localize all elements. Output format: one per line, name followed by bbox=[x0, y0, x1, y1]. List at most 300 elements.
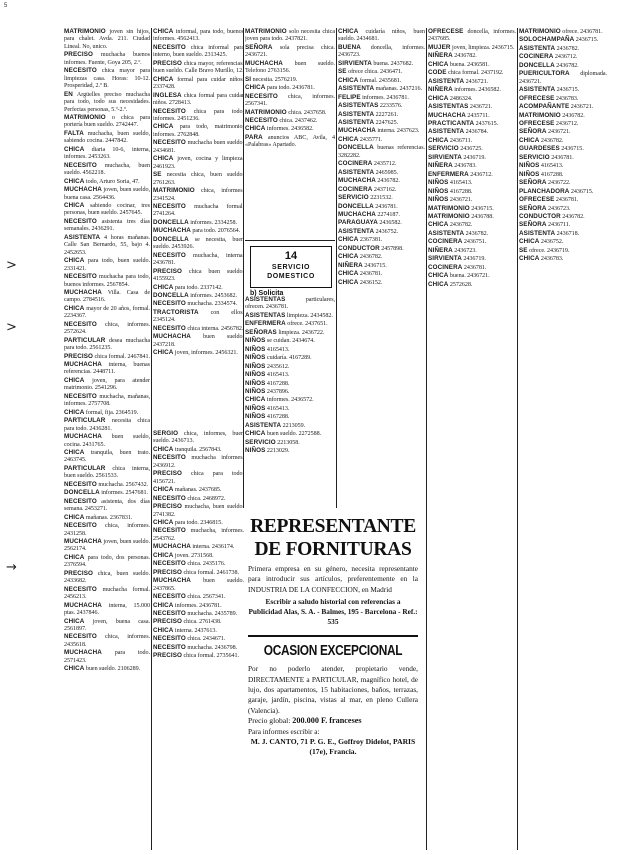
classified-ad bbox=[338, 279, 425, 287]
classified-ad-heading: ASISTENTAS bbox=[245, 296, 286, 303]
classified-ad-text: informes. 2547681. bbox=[99, 490, 148, 497]
classified-ad-text: 2437162. bbox=[372, 186, 397, 193]
classified-ad-heading: NECESITO bbox=[153, 107, 186, 115]
classified-ad bbox=[64, 305, 150, 321]
classified-ad bbox=[153, 309, 244, 325]
classified-ad-text: para todo. 2337142. bbox=[173, 284, 223, 291]
classified-ad-text: para todo. 2346815. bbox=[173, 519, 223, 526]
classified-ad-heading: CONDUCTOR bbox=[519, 212, 561, 220]
classified-ad-heading: PRECISO bbox=[153, 267, 183, 275]
classified-ad-heading: CHICA bbox=[428, 280, 449, 288]
classified-ad-text: joven, para atender matrimonio. 2541296. bbox=[64, 377, 150, 392]
classified-ad-text: doncella, informes. 2436723. bbox=[338, 44, 425, 59]
classified-ad bbox=[338, 270, 425, 278]
classified-ad-text: ofrece chica. 2436471. bbox=[346, 69, 403, 76]
classified-ad-heading: OFRECESE bbox=[519, 119, 555, 127]
classified-ad-heading: PARAGUAYA bbox=[338, 219, 378, 227]
classified-ad-heading: COCINERA bbox=[338, 185, 373, 193]
classified-ad bbox=[245, 320, 335, 328]
classified-ad-text: 2436782. bbox=[358, 254, 383, 261]
classified-ad-text: ofrece. 2437651. bbox=[285, 321, 328, 328]
classified-ad-heading: CHICA bbox=[153, 123, 174, 131]
classified-column-3-lower bbox=[245, 296, 335, 506]
classified-ad-text: 4167288. bbox=[265, 414, 290, 421]
classified-ad-heading: SERVICIO bbox=[428, 145, 459, 153]
classified-ad bbox=[519, 137, 607, 145]
classified-ad bbox=[245, 422, 335, 430]
classified-ad-text: 2436715. bbox=[559, 146, 584, 153]
classified-ad-heading: NECESITO bbox=[64, 633, 97, 641]
classified-ad bbox=[519, 205, 607, 213]
classified-ad-text: necesita chica, buen sueldo. 2761263. bbox=[153, 172, 244, 186]
classified-ad-heading: MATRIMONIO bbox=[428, 204, 470, 212]
classified-ad bbox=[245, 60, 335, 76]
classified-ad-text: 2436782. bbox=[452, 53, 477, 60]
classified-ad-text: buena. 2437682. bbox=[371, 60, 414, 67]
classified-ad bbox=[153, 123, 244, 139]
classified-ad-text: chica, buen sueldo. 2433682. bbox=[64, 570, 150, 585]
classified-ad bbox=[153, 92, 244, 108]
classified-ad-text: 2436711. bbox=[546, 222, 571, 229]
classified-ad bbox=[428, 61, 516, 69]
classified-ad bbox=[64, 114, 150, 130]
classified-ad-text: solo necesita chica joven para todo. 2437821. bbox=[245, 29, 335, 43]
classified-ad-text: 2436782. bbox=[464, 230, 489, 237]
classified-ad bbox=[519, 162, 607, 170]
classified-ad bbox=[245, 125, 335, 133]
classified-ad bbox=[428, 86, 516, 94]
classified-ad-heading: PRECISO bbox=[153, 59, 183, 67]
classified-ad-text: 2213058. bbox=[275, 439, 300, 446]
column-rule bbox=[426, 28, 427, 850]
classified-ad-heading: PRECISO bbox=[153, 568, 183, 576]
classified-ad-heading: CHICA bbox=[64, 513, 85, 521]
classified-ad-text: chica formal. 2437192. bbox=[446, 70, 504, 77]
classified-ad bbox=[428, 238, 516, 246]
classified-ad-text: 2436783. bbox=[539, 256, 564, 263]
classified-ad bbox=[153, 610, 244, 618]
classified-ad-heading: FALTA bbox=[64, 129, 84, 137]
classified-ad-text: buenas referencias. 3282282. bbox=[338, 145, 425, 159]
classified-ad bbox=[245, 396, 335, 404]
classified-ad-text: chica informal para interno, buen sueldo. 2313425. bbox=[153, 44, 244, 59]
classified-ad bbox=[245, 388, 335, 396]
classified-ad-heading: MUCHACHA bbox=[153, 227, 191, 235]
classified-ad bbox=[519, 221, 607, 229]
classified-ad-text: 2436721. bbox=[546, 129, 571, 136]
classified-ad-heading: NECESITO bbox=[245, 92, 278, 100]
section-number: 14 bbox=[284, 250, 298, 262]
column-rule bbox=[517, 28, 518, 850]
classified-ad bbox=[338, 144, 425, 160]
classified-ad bbox=[153, 155, 244, 171]
classified-ad bbox=[428, 188, 516, 196]
classified-ad-heading: ASISTENTA bbox=[519, 44, 556, 52]
classified-ad-text: 2436723. bbox=[546, 205, 571, 212]
classified-ad-text: chica. 2434671. bbox=[185, 636, 226, 643]
classified-ad-heading: MUCHACHA bbox=[245, 59, 283, 67]
classified-ad-text: todo, Arturo Soria, 47. bbox=[84, 178, 140, 185]
classified-ad bbox=[338, 228, 425, 236]
classified-ad bbox=[64, 146, 150, 162]
classified-column-4 bbox=[338, 28, 425, 518]
classified-ad-text: mañanas. 2437216. bbox=[374, 86, 422, 93]
classified-ad-text: muchacha formal. 2456213. bbox=[64, 586, 150, 601]
classified-ad-heading: NECESITO bbox=[153, 454, 186, 462]
classified-ad bbox=[153, 602, 244, 610]
classified-ad-text: 2436725. bbox=[458, 146, 483, 153]
classified-column-5 bbox=[428, 28, 516, 850]
classified-ad-heading: ASISTENTA bbox=[338, 118, 375, 126]
classified-ad-text: Villa. Casa de campo. 2784516. bbox=[64, 289, 150, 304]
classified-ad-text: 2486324. bbox=[448, 95, 473, 102]
classified-ad-heading: NIÑERA bbox=[428, 162, 453, 170]
classified-ad-heading: CHICA bbox=[153, 283, 174, 291]
classified-ad-text: 2436752. bbox=[539, 239, 564, 246]
classified-ad-text: informes. 2436781. bbox=[360, 94, 409, 101]
classified-ad-text: 2457898. bbox=[379, 245, 404, 252]
classified-ad bbox=[153, 644, 244, 652]
classified-ad-heading: CHICA bbox=[64, 553, 85, 561]
classified-ad bbox=[428, 69, 516, 77]
classified-column-2-lower bbox=[153, 430, 244, 850]
classified-ad-text: 2436782. bbox=[560, 112, 585, 119]
classified-ad-text: chica, informes. 2431258. bbox=[64, 523, 150, 537]
classified-ad-heading: CHICA bbox=[338, 278, 359, 286]
classified-ad-heading: CHICA bbox=[338, 28, 359, 35]
classified-ad bbox=[153, 108, 244, 124]
classified-ad-heading: CHICA bbox=[64, 408, 85, 416]
classified-ad bbox=[519, 238, 607, 246]
classified-ad-heading: CHICA bbox=[64, 617, 85, 625]
classified-ad-text: muchacha. 2436798. bbox=[185, 644, 238, 651]
classified-ad bbox=[153, 236, 244, 252]
classified-ad bbox=[64, 178, 150, 186]
classified-ad-text: 2247625. bbox=[374, 119, 399, 126]
classified-ad bbox=[428, 281, 516, 289]
classified-ad-text: 2436782. bbox=[555, 45, 580, 52]
classified-ad bbox=[338, 186, 425, 194]
classified-ad bbox=[64, 393, 150, 409]
classified-ad bbox=[428, 205, 516, 213]
classified-ad bbox=[64, 449, 150, 465]
classified-ad-heading: CHICA bbox=[64, 304, 85, 312]
classified-ad bbox=[245, 346, 335, 354]
classified-ad-text: 2436582. bbox=[377, 220, 402, 227]
classified-ad-text: 2436783. bbox=[554, 95, 579, 102]
classified-ad bbox=[519, 188, 607, 196]
classified-ad-text: con ellos. 2345124. bbox=[153, 309, 244, 324]
classified-ad bbox=[338, 236, 425, 244]
classified-ad-text: informal, para todo, buenos informes. 4562413. bbox=[153, 29, 244, 43]
classified-ad-heading: NIÑOS bbox=[245, 362, 266, 370]
classified-ad bbox=[153, 560, 244, 568]
classified-ad-heading: NECESITO bbox=[153, 494, 186, 502]
classified-ad-text: informes. 2436781. bbox=[173, 602, 222, 609]
classified-ad-text: 2367381. bbox=[358, 237, 383, 244]
classified-ad bbox=[338, 211, 425, 219]
classified-ad bbox=[64, 202, 150, 218]
classified-ad-text: 2436782. bbox=[539, 137, 564, 144]
classified-ad bbox=[519, 128, 607, 136]
classified-ad bbox=[245, 84, 335, 92]
classified-ad-text: ofrece. 2436781. bbox=[560, 29, 603, 35]
classified-ad bbox=[153, 60, 244, 76]
classified-ad-text: buen sueldo, cocina. 2431765. bbox=[64, 434, 150, 448]
classified-column-6 bbox=[519, 28, 607, 850]
classified-ad-heading: MUCHACHA bbox=[153, 333, 191, 341]
classified-ad-text: 2436781. bbox=[462, 264, 487, 271]
classified-ad-heading: DONCELLA bbox=[519, 61, 555, 69]
classified-ad-heading: ASISTENTA bbox=[519, 229, 556, 237]
classified-ad bbox=[153, 227, 244, 235]
classified-ad-heading: MUCHACHA bbox=[64, 288, 102, 296]
classified-ad bbox=[338, 245, 425, 253]
column-rule bbox=[336, 28, 337, 508]
classified-ad-heading: NIÑOS bbox=[519, 170, 540, 178]
classified-ad-text: sabiendo cocinar, tres personas, buen sueldo. 2457645. bbox=[64, 202, 150, 217]
classified-ad bbox=[153, 543, 244, 551]
classified-ad-heading: SERGIO bbox=[153, 430, 179, 437]
classified-ad bbox=[428, 112, 516, 120]
classified-ad-text: para todo, buen sueldo. 2331421. bbox=[64, 258, 150, 272]
classified-ad-heading: GUARDESES bbox=[519, 145, 560, 153]
classified-ad bbox=[64, 538, 150, 554]
classified-ad-text: 2436788. bbox=[469, 213, 494, 220]
classified-ad-text: muchacha. 2567432. bbox=[96, 481, 149, 488]
classified-ad-text: 2436721. bbox=[464, 78, 489, 85]
classified-ad-heading: MATRIMONIO bbox=[428, 212, 470, 220]
classified-ad-heading: NECESITO bbox=[64, 392, 97, 400]
classified-ad-text: 4165413. bbox=[265, 405, 290, 412]
classified-ad-text: buen sueldo. 2437865. bbox=[153, 578, 244, 592]
classified-ad-text: se cuidan. 2434674. bbox=[265, 338, 315, 345]
classified-ad-heading: SE bbox=[338, 68, 347, 76]
classified-ad bbox=[519, 53, 607, 61]
classified-ad-heading: NECESITO bbox=[153, 560, 186, 568]
classified-ad-heading: PRECISO bbox=[64, 569, 94, 577]
classified-ad-text: 2436712. bbox=[554, 120, 579, 127]
classified-ad-text: limpieza. 2436722. bbox=[276, 329, 325, 336]
classified-ad-heading: CHICA bbox=[153, 486, 174, 494]
classified-ad-heading: SEÑORA bbox=[519, 179, 547, 187]
classified-ad-text: chica formal para cuidar niños. 2728413. bbox=[153, 92, 244, 107]
classified-ad-text: informes. 2334258. bbox=[188, 219, 237, 226]
classified-ad bbox=[153, 284, 244, 292]
classified-ad-heading: DONCELLA bbox=[64, 489, 100, 497]
classified-ad bbox=[338, 136, 425, 144]
classified-ad bbox=[64, 218, 150, 234]
classified-ad-text: chica interna. 2456782. bbox=[185, 325, 244, 332]
classified-ad-heading: NECESITO bbox=[64, 585, 97, 593]
classified-ad bbox=[153, 76, 244, 92]
classified-ad-heading: PRECISO bbox=[153, 618, 183, 626]
classified-ad-text: formal, fija. 2364519. bbox=[84, 409, 139, 416]
classified-ad-text: necesita chica para todo. 2436281. bbox=[64, 418, 150, 432]
ad-representante-body: Primera empresa en su género, necesita representante para introducir sus artículos, preferentemente en la INDUSTRIA DE LA CONFECCION, en Madrid bbox=[248, 564, 418, 594]
classified-ad-heading: ASISTENTA bbox=[338, 85, 375, 93]
classified-ad bbox=[64, 28, 150, 51]
classified-ad-text: asistenta, dos días semana. 2453271. bbox=[64, 498, 150, 513]
classified-ad bbox=[338, 44, 425, 60]
classified-ad-text: Argüelles preciso muchacha para todo, todo sus necesidades. Perfectas personas, 5.º-2.º. bbox=[64, 91, 150, 113]
classified-ad bbox=[153, 292, 244, 300]
classified-ad-heading: NIÑOS bbox=[245, 387, 266, 395]
classified-ad-heading: CODE bbox=[428, 69, 447, 77]
classified-ad bbox=[64, 554, 150, 570]
classified-ad-heading: MATRIMONIO bbox=[519, 111, 561, 119]
classified-ad-heading: NIÑOS bbox=[245, 404, 266, 412]
classified-ad-heading: NECESITO bbox=[64, 320, 97, 328]
classified-ad bbox=[245, 93, 335, 109]
classified-ad-heading: CHICA bbox=[153, 75, 174, 83]
classified-ad bbox=[64, 337, 150, 353]
classified-ad bbox=[64, 489, 150, 497]
classified-ad-heading: DONCELLA bbox=[153, 235, 189, 243]
classified-ad bbox=[153, 519, 244, 527]
price-label: Precio global: bbox=[248, 716, 291, 726]
classified-ad bbox=[153, 446, 244, 454]
classified-ad-heading: MUCHACHA bbox=[338, 177, 376, 185]
classified-ad bbox=[428, 171, 516, 179]
classified-ad-text: 2436782. bbox=[448, 222, 473, 229]
classified-ad-text: diaria 10-6, interna, informes. 2453263. bbox=[64, 146, 150, 161]
classified-ad-heading: NIÑOS bbox=[519, 162, 540, 170]
classified-ad-text: 2436715. bbox=[569, 188, 594, 195]
classified-ad-heading: PRECISO bbox=[153, 470, 183, 478]
classified-ad bbox=[519, 95, 607, 103]
classified-ad bbox=[64, 289, 150, 305]
classified-ad-heading: CHICA bbox=[64, 376, 85, 384]
classified-ad-text: joven, buen sueldo, buena casa. 2564436. bbox=[64, 187, 150, 201]
classified-ad-text: chica para todo. 4156721. bbox=[153, 471, 244, 485]
classified-ad-heading: NIÑOS bbox=[428, 196, 449, 204]
classified-ad-heading: ASISTENTAS bbox=[428, 103, 469, 111]
classified-ad bbox=[338, 253, 425, 261]
classified-ad-heading: NIÑOS bbox=[245, 379, 266, 387]
classified-ad bbox=[428, 264, 516, 272]
classified-ad bbox=[428, 247, 516, 255]
classified-ad bbox=[64, 186, 150, 202]
classified-ad-heading: SEÑORA bbox=[519, 221, 547, 229]
classified-ad-heading: PUERICULTORA bbox=[519, 70, 570, 78]
classified-ad-heading: CHICA bbox=[428, 94, 449, 102]
classified-ad-heading: SERVICIO bbox=[338, 194, 369, 202]
classified-ad-text: formal para cuidar niños. 2337428. bbox=[153, 76, 244, 91]
classified-ad-heading: ASISTENTA bbox=[338, 110, 375, 118]
classified-ad-heading: NIÑOS bbox=[245, 413, 266, 421]
classified-ad bbox=[153, 349, 244, 357]
classified-ad-heading: SIRVIENTA bbox=[338, 59, 372, 67]
section-subheading: b) Solicita bbox=[250, 290, 284, 297]
classified-ad bbox=[64, 67, 150, 90]
classified-ad-text: mayor de 20 años, formal. 2234367. bbox=[64, 305, 150, 320]
classified-ad bbox=[64, 514, 150, 522]
classified-ad bbox=[519, 86, 607, 94]
classified-ad-heading: PRECISO bbox=[153, 503, 183, 511]
display-advertisements bbox=[248, 508, 418, 848]
classified-ad bbox=[153, 503, 244, 519]
ad-ocasion-title: OCASION EXCEPCIONAL bbox=[263, 643, 403, 660]
classified-ad-heading: NECESITO bbox=[153, 251, 186, 259]
classified-ad-text: para todo. 2436781. bbox=[265, 85, 315, 92]
classified-ad bbox=[153, 495, 244, 503]
classified-column-2 bbox=[153, 28, 244, 450]
classified-ad-heading: MATRIMONIO bbox=[64, 113, 106, 121]
classified-ad-text: para todo. 2571423. bbox=[64, 650, 150, 664]
classified-ad bbox=[338, 262, 425, 270]
classified-ad-text: joven, cocina y limpieza. 2461923. bbox=[153, 156, 244, 170]
classified-ad-text: 2436782. bbox=[554, 62, 579, 69]
classified-ad bbox=[153, 171, 244, 187]
classified-ad-text: 4165413. bbox=[539, 163, 564, 170]
column-rule bbox=[151, 28, 152, 850]
classified-ad-heading: SOLOCHAMPAÑA bbox=[519, 36, 575, 44]
classified-ad-text: 2233576. bbox=[378, 103, 403, 110]
classified-ad-text: joven, limpieza. 2436715. bbox=[450, 44, 515, 51]
classified-ad-heading: MUCHACHA bbox=[64, 433, 102, 441]
classified-ad bbox=[153, 593, 244, 601]
classified-ad-heading: SE bbox=[519, 246, 528, 254]
classified-ad-text: 2465985. bbox=[374, 169, 399, 176]
classified-ad bbox=[519, 103, 607, 111]
classified-ad-text: 2231532. bbox=[368, 195, 393, 202]
classified-ad bbox=[64, 321, 150, 337]
classified-ad-heading: NECESITO bbox=[153, 593, 186, 601]
classified-ad bbox=[519, 247, 607, 255]
classified-ad-text: doncella, informes. 2437685. bbox=[428, 29, 516, 43]
classified-ad-text: 2435771. bbox=[358, 136, 383, 143]
classified-ad-heading: SIRVIENTA bbox=[428, 255, 462, 263]
classified-ad bbox=[64, 162, 150, 178]
classified-ad bbox=[64, 130, 150, 146]
classified-ad bbox=[64, 417, 150, 433]
classified-ad-text: 2437896. bbox=[265, 388, 290, 395]
classified-ad-heading: NIÑERA bbox=[428, 52, 453, 60]
classified-ad-heading: CHICA bbox=[519, 136, 540, 144]
classified-ad bbox=[64, 633, 150, 649]
classified-ad-heading: CHICA bbox=[519, 238, 540, 246]
classified-ad bbox=[338, 111, 425, 119]
classified-ad bbox=[338, 127, 425, 135]
classified-ad-text: anuncios ABC, Avila, 4 «Palabras» Apartado. bbox=[245, 134, 335, 149]
classified-ad bbox=[519, 112, 607, 120]
classified-ad-heading: MUCHACHA bbox=[64, 538, 102, 545]
classified-ad-text: 2436781. bbox=[358, 271, 383, 278]
classified-ad-heading: SEÑORA bbox=[519, 128, 547, 136]
classified-ad bbox=[338, 160, 425, 168]
column-rule bbox=[243, 28, 244, 508]
classified-ad-text: 2435711. bbox=[465, 112, 490, 119]
classified-ad bbox=[428, 120, 516, 128]
classified-ad bbox=[519, 145, 607, 153]
classified-ad-text: chica interna, buen sueldo. 2561533. bbox=[64, 465, 150, 480]
classified-ad-heading: MUJER bbox=[428, 43, 451, 51]
classified-column-1 bbox=[64, 28, 150, 850]
classified-ad bbox=[519, 255, 607, 263]
classified-ad bbox=[519, 171, 607, 179]
classified-ad-heading: PARTICULAR bbox=[64, 417, 106, 425]
classified-ad-heading: CHICA bbox=[428, 136, 449, 144]
classified-ad-text: asistenta tres días semanales. 2436291. bbox=[64, 218, 150, 233]
section-name: SERVICIO DOMESTICO bbox=[267, 264, 315, 280]
classified-ad-heading: COCINERA bbox=[428, 263, 463, 271]
classified-ad bbox=[338, 85, 425, 93]
classified-ad-text: sola precisa chica. 2436721. bbox=[245, 44, 335, 59]
classified-ad bbox=[153, 219, 244, 227]
classified-ad bbox=[153, 252, 244, 268]
classified-ad bbox=[245, 430, 335, 438]
